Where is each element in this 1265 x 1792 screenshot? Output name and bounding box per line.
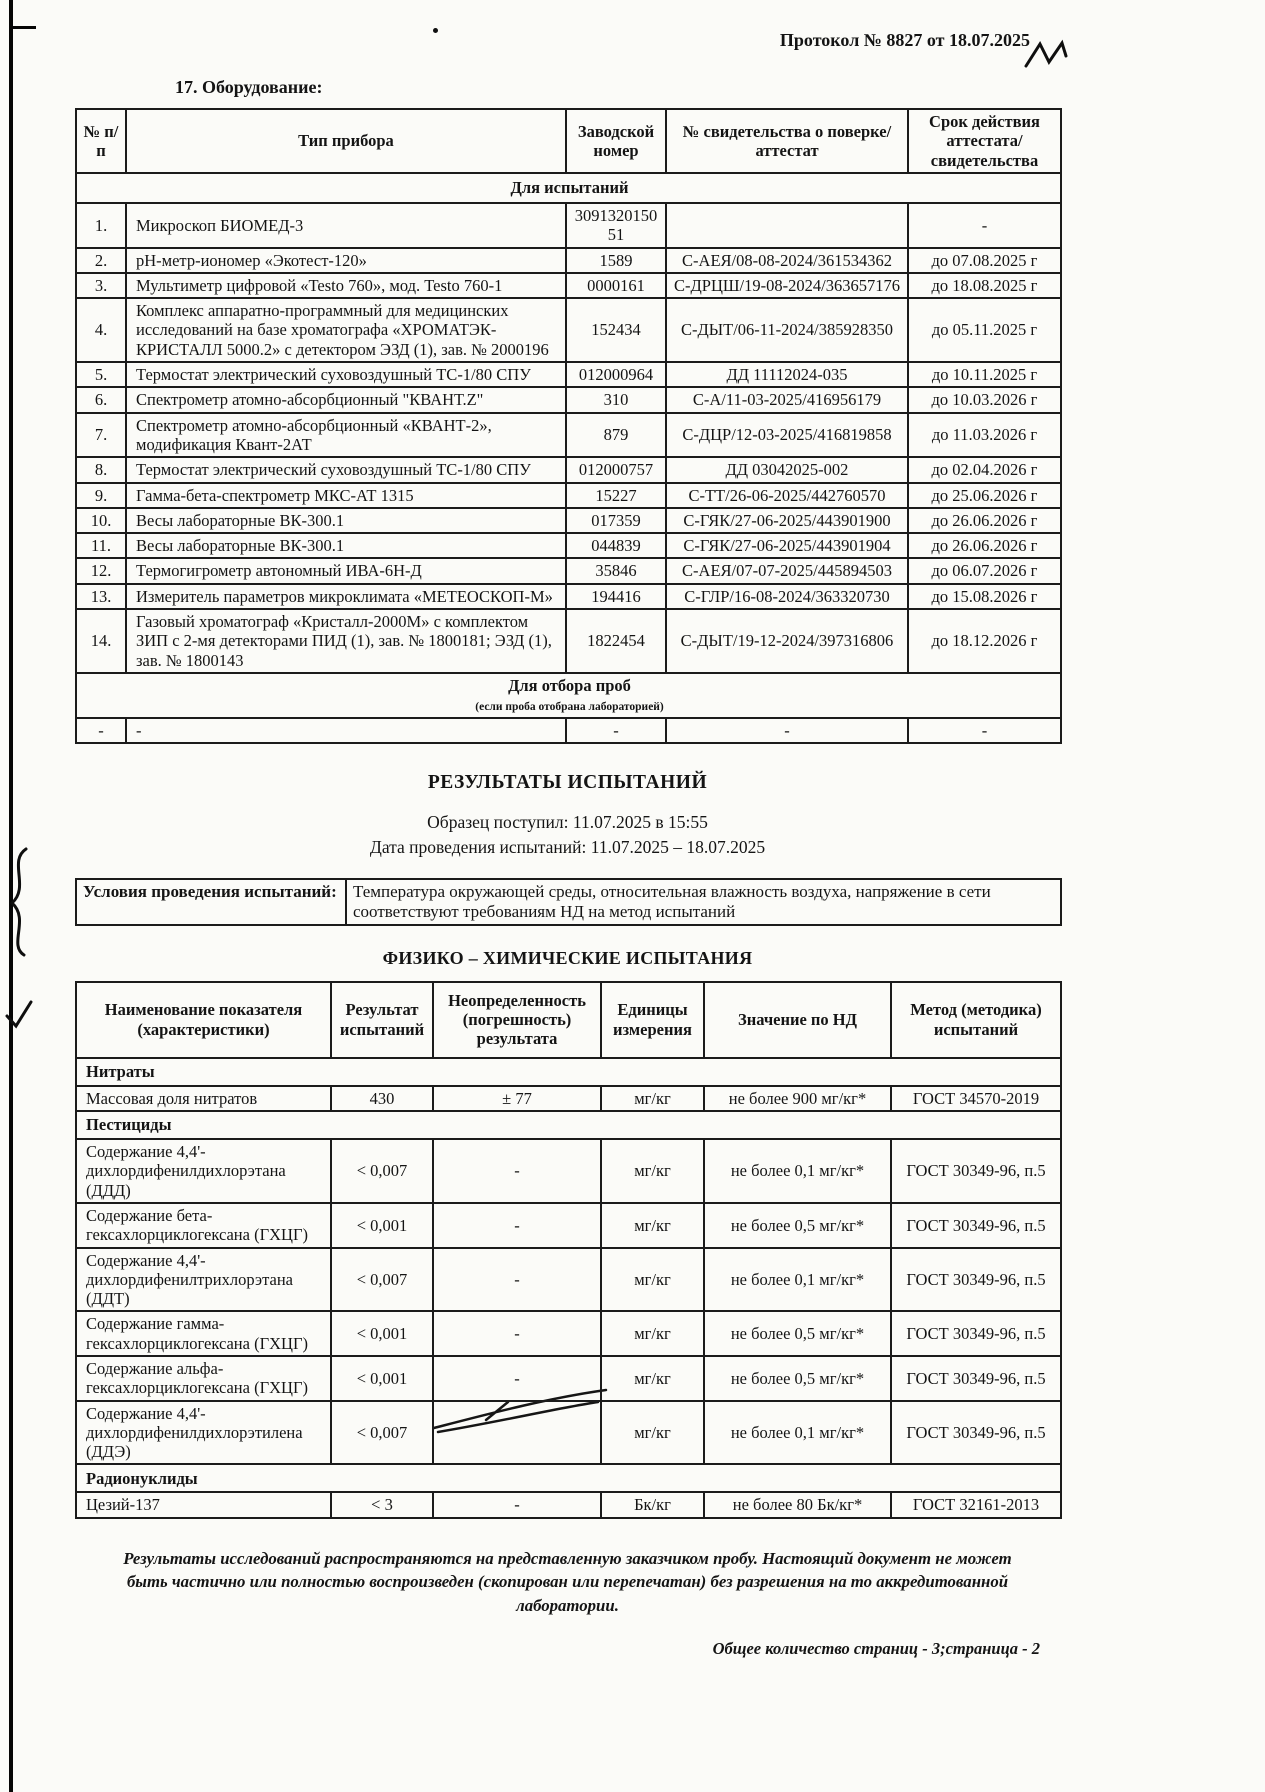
group-label-sampling: [76, 673, 1061, 718]
table-row: [76, 1492, 1061, 1517]
column-header-serial: Заводской номер: [566, 109, 666, 173]
column-header-valid: Срок действия аттестата/ свидетельства: [908, 109, 1061, 173]
table-cell: С-ДРЦШ/19-08-2024/363657176: [666, 273, 908, 298]
table-cell: 012000757: [566, 457, 666, 482]
table-cell: 11.: [76, 533, 126, 558]
section-title-cell: Пестициды: [76, 1111, 1061, 1139]
table-cell: не более 0,1 мг/кг*: [704, 1248, 891, 1312]
conditions-text: Температура окружающей среды, относительная влажность воздуха, напряжение в сети соответствуют требованиям НД на метод испытаний: [346, 879, 1061, 925]
column-header-cert: № свидетельства о поверке/аттестат: [666, 109, 908, 173]
table-cell: 9.: [76, 483, 126, 508]
table-cell: [666, 203, 908, 248]
table-cell: 14.: [76, 609, 126, 673]
scan-edge-line: [9, 0, 13, 1792]
table-cell: до 26.06.2026 г: [908, 533, 1061, 558]
table-cell: Термостат электрический суховоздушный ТС-1/80 СПУ: [126, 457, 566, 482]
table-row: [76, 609, 1061, 673]
group-row: [76, 173, 1061, 203]
table-cell: < 0,001: [331, 1203, 433, 1248]
table-cell: -: [433, 1356, 601, 1401]
table-cell: 430: [331, 1086, 433, 1111]
column-header-result: Результат испытаний: [331, 982, 433, 1058]
table-cell: С-ГЯК/27-06-2025/443901904: [666, 533, 908, 558]
table-cell: С-ДЦР/12-03-2025/416819858: [666, 413, 908, 458]
table-cell: до 02.04.2026 г: [908, 457, 1061, 482]
table-cell: до 18.08.2025 г: [908, 273, 1061, 298]
table-cell: 044839: [566, 533, 666, 558]
table-cell: 194416: [566, 584, 666, 609]
table-row: [76, 1356, 1061, 1401]
table-cell: до 07.08.2025 г: [908, 248, 1061, 273]
table-cell: до 10.03.2026 г: [908, 387, 1061, 412]
table-cell: -: [126, 718, 566, 743]
section-header-row: [76, 1058, 1061, 1086]
table-cell: < 0,001: [331, 1356, 433, 1401]
results-title: РЕЗУЛЬТАТЫ ИСПЫТАНИЙ: [427, 771, 708, 793]
table-cell: ГОСТ 30349-96, п.5: [891, 1311, 1061, 1356]
table-row: [76, 298, 1061, 362]
table-cell: -: [433, 1492, 601, 1517]
table-cell: С-АЕЯ/08-08-2024/361534362: [666, 248, 908, 273]
table-cell: -: [76, 718, 126, 743]
table-cell: -: [433, 1311, 601, 1356]
table-cell: ДД 03042025-002: [666, 457, 908, 482]
table-cell: до 10.11.2025 г: [908, 362, 1061, 387]
page-count: Общее количество страниц - 3;страница - 2: [712, 1639, 1040, 1659]
protocol-header: Протокол № 8827 от 18.07.2025: [779, 30, 1030, 50]
table-cell: 4.: [76, 298, 126, 362]
group-label-note: (если проба отобрана лабораторией): [475, 701, 664, 714]
table-cell: мг/кг: [601, 1356, 704, 1401]
equipment-section-title: 17. Оборудование:: [175, 77, 323, 97]
table-cell: [433, 1401, 601, 1465]
physchem-table-header: [76, 982, 1061, 1058]
table-cell: мг/кг: [601, 1311, 704, 1356]
section-title-cell: Нитраты: [76, 1058, 1061, 1086]
table-cell: ГОСТ 30349-96, п.5: [891, 1139, 1061, 1203]
table-cell: -: [433, 1139, 601, 1203]
table-cell: до 15.08.2026 г: [908, 584, 1061, 609]
table-cell: до 18.12.2026 г: [908, 609, 1061, 673]
table-cell: 3091320150 51: [566, 203, 666, 248]
section-header-row: [76, 1464, 1061, 1492]
table-cell: ГОСТ 30349-96, п.5: [891, 1248, 1061, 1312]
table-cell: 0000161: [566, 273, 666, 298]
table-cell: Газовый хроматограф «Кристалл-2000М» с комплектом ЗИП с 2-мя детекторами ПИД (1), зав. № 1800181; ЭЗД (1), зав. № 1800143: [126, 609, 566, 673]
table-cell: 3.: [76, 273, 126, 298]
table-cell: ГОСТ 32161-2013: [891, 1492, 1061, 1517]
table-cell: -: [908, 718, 1061, 743]
table-cell: до 05.11.2025 г: [908, 298, 1061, 362]
group-label-text: Для отбора проб: [508, 675, 631, 695]
table-cell: Содержание гамма-гексахлорциклогексана (ГХЦГ): [76, 1311, 331, 1356]
table-cell: Цезий-137: [76, 1492, 331, 1517]
equipment-rows: [76, 203, 1061, 673]
table-row: [76, 1086, 1061, 1111]
physchem-results-table: [75, 981, 1062, 1519]
table-cell: -: [566, 718, 666, 743]
table-cell: Комплекс аппаратно-программный для медицинских исследований на базе хроматографа «ХРОМАТЭК-КРИСТАЛЛ 5000.2» с детектором ЭЗД (1), зав. № 2000196: [126, 298, 566, 362]
table-cell: 6.: [76, 387, 126, 412]
group-label-tests: Для испытаний: [76, 173, 1061, 203]
equipment-table: [75, 108, 1062, 744]
table-cell: не более 0,5 мг/кг*: [704, 1203, 891, 1248]
section-header-row: [76, 1111, 1061, 1139]
document-content: [75, 30, 1060, 1659]
table-cell: мг/кг: [601, 1401, 704, 1465]
table-cell: ГОСТ 34570-2019: [891, 1086, 1061, 1111]
table-cell: Измеритель параметров микроклимата «МЕТЕОСКОП-М»: [126, 584, 566, 609]
table-cell: Спектрометр атомно-абсорбционный "КВАНТ.Z": [126, 387, 566, 412]
table-cell: Гамма-бета-спектрометр МКС-АТ 1315: [126, 483, 566, 508]
table-cell: 1822454: [566, 609, 666, 673]
table-row: [76, 387, 1061, 412]
header-row: [76, 109, 1061, 173]
table-cell: 7.: [76, 413, 126, 458]
table-cell: 15227: [566, 483, 666, 508]
table-cell: Содержание альфа-гексахлорциклогексана (ГХЦГ): [76, 1356, 331, 1401]
table-cell: 1.: [76, 203, 126, 248]
table-row: [76, 1203, 1061, 1248]
table-cell: Спектрометр атомно-абсорбционный «КВАНТ-2», модификация Квант-2АТ: [126, 413, 566, 458]
column-header-nd: Значение по НД: [704, 982, 891, 1058]
table-cell: Массовая доля нитратов: [76, 1086, 331, 1111]
table-row: [76, 203, 1061, 248]
column-header-method: Метод (методика) испытаний: [891, 982, 1061, 1058]
table-cell: не более 0,1 мг/кг*: [704, 1401, 891, 1465]
section-title-cell: Радионуклиды: [76, 1464, 1061, 1492]
table-cell: < 3: [331, 1492, 433, 1517]
table-row: [76, 483, 1061, 508]
table-cell: С-АЕЯ/07-07-2025/445894503: [666, 558, 908, 583]
table-row: [76, 718, 1061, 743]
table-cell: С-ДЫТ/19-12-2024/397316806: [666, 609, 908, 673]
table-row: [76, 1311, 1061, 1356]
table-cell: Микроскоп БИОМЕД-3: [126, 203, 566, 248]
physchem-title: ФИЗИКО – ХИМИЧЕСКИЕ ИСПЫТАНИЯ: [382, 947, 753, 968]
table-cell: < 0,007: [331, 1248, 433, 1312]
table-cell: 310: [566, 387, 666, 412]
table-cell: Термогигрометр автономный ИВА-6Н-Д: [126, 558, 566, 583]
table-row: [76, 457, 1061, 482]
table-cell: С-ДЫТ/06-11-2024/385928350: [666, 298, 908, 362]
physchem-rows: [76, 1058, 1061, 1518]
margin-brace-mark: [0, 845, 34, 960]
table-cell: Содержание 4,4'-дихлордифенилдихлорэтилена (ДДЭ): [76, 1401, 331, 1465]
header-row: [76, 982, 1061, 1058]
table-cell: pH-метр-иономер «Экотест-120»: [126, 248, 566, 273]
test-dates-line: Дата проведения испытаний: 11.07.2025 – 18.07.2025: [369, 836, 766, 857]
group-row: [76, 673, 1061, 718]
table-cell: < 0,007: [331, 1139, 433, 1203]
table-cell: Весы лабораторные ВК-300.1: [126, 533, 566, 558]
table-cell: С-ТТ/26-06-2025/442760570: [666, 483, 908, 508]
table-cell: Содержание 4,4'-дихлордифенилдихлорэтана (ДДД): [76, 1139, 331, 1203]
table-row: [76, 1401, 1061, 1465]
table-cell: ДД 11112024-035: [666, 362, 908, 387]
sample-received-line: Образец поступил: 11.07.2025 в 15:55: [427, 811, 708, 832]
table-cell: -: [433, 1248, 601, 1312]
table-cell: -: [908, 203, 1061, 248]
table-row: [76, 1248, 1061, 1312]
table-cell: 1589: [566, 248, 666, 273]
table-cell: 152434: [566, 298, 666, 362]
table-cell: С-ГЛР/16-08-2024/363320730: [666, 584, 908, 609]
table-cell: мг/кг: [601, 1139, 704, 1203]
table-cell: 012000964: [566, 362, 666, 387]
table-cell: 35846: [566, 558, 666, 583]
table-cell: 879: [566, 413, 666, 458]
table-cell: С-А/11-03-2025/416956179: [666, 387, 908, 412]
column-header-type: Тип прибора: [126, 109, 566, 173]
table-cell: мг/кг: [601, 1086, 704, 1111]
conditions-table: [75, 878, 1062, 926]
table-cell: не более 0,1 мг/кг*: [704, 1139, 891, 1203]
table-cell: Весы лабораторные ВК-300.1: [126, 508, 566, 533]
table-cell: до 26.06.2026 г: [908, 508, 1061, 533]
table-cell: С-ГЯК/27-06-2025/443901900: [666, 508, 908, 533]
table-cell: Содержание 4,4'-дихлордифенилтрихлорэтана (ДДТ): [76, 1248, 331, 1312]
table-cell: ГОСТ 30349-96, п.5: [891, 1356, 1061, 1401]
table-cell: не более 80 Бк/кг*: [704, 1492, 891, 1517]
table-cell: ± 77: [433, 1086, 601, 1111]
table-cell: 12.: [76, 558, 126, 583]
table-row: [76, 533, 1061, 558]
table-row: [76, 1139, 1061, 1203]
scan-corner-mark: [9, 26, 36, 29]
table-cell: не более 0,5 мг/кг*: [704, 1311, 891, 1356]
table-cell: до 06.07.2026 г: [908, 558, 1061, 583]
column-header-units: Единицы измерения: [601, 982, 704, 1058]
table-cell: 13.: [76, 584, 126, 609]
table-row: [76, 413, 1061, 458]
table-cell: Бк/кг: [601, 1492, 704, 1517]
table-cell: Мультиметр цифровой «Testo 760», мод. Testo 760-1: [126, 273, 566, 298]
table-cell: не более 900 мг/кг*: [704, 1086, 891, 1111]
table-cell: 8.: [76, 457, 126, 482]
table-cell: 10.: [76, 508, 126, 533]
table-row: [76, 584, 1061, 609]
table-cell: ГОСТ 30349-96, п.5: [891, 1401, 1061, 1465]
table-row: [76, 879, 1061, 925]
table-row: [76, 362, 1061, 387]
equipment-group-sampling: [76, 673, 1061, 718]
equipment-table-header: [76, 109, 1061, 173]
table-cell: Термостат электрический суховоздушный ТС-1/80 СПУ: [126, 362, 566, 387]
table-cell: 2.: [76, 248, 126, 273]
table-cell: мг/кг: [601, 1248, 704, 1312]
equipment-group-tests: [76, 173, 1061, 203]
table-cell: ГОСТ 30349-96, п.5: [891, 1203, 1061, 1248]
table-cell: < 0,007: [331, 1401, 433, 1465]
column-header-name: Наименование показателя (характеристики): [76, 982, 331, 1058]
table-cell: 5.: [76, 362, 126, 387]
column-header-uncertainty: Неопределенность (погрешность) результата: [433, 982, 601, 1058]
table-cell: -: [666, 718, 908, 743]
table-row: [76, 273, 1061, 298]
equipment-extra-rows: [76, 718, 1061, 743]
disclaimer-text: Результаты исследований распространяются на представленную заказчиком пробу. Настоящий документ не может быть частично или полностью воспроизведен (скопирован или перепечатан) без разрешения на то аккредитованной лаборатории.: [123, 1548, 1012, 1615]
column-header-num: № п/п: [76, 109, 126, 173]
table-cell: не более 0,5 мг/кг*: [704, 1356, 891, 1401]
table-row: [76, 508, 1061, 533]
table-cell: < 0,001: [331, 1311, 433, 1356]
table-row: [76, 248, 1061, 273]
table-cell: до 25.06.2026 г: [908, 483, 1061, 508]
table-row: [76, 558, 1061, 583]
conditions-label: Условия проведения испытаний:: [76, 879, 346, 925]
table-cell: Содержание бета-гексахлорциклогексана (ГХЦГ): [76, 1203, 331, 1248]
table-cell: 017359: [566, 508, 666, 533]
table-cell: -: [433, 1203, 601, 1248]
table-cell: до 11.03.2026 г: [908, 413, 1061, 458]
table-cell: мг/кг: [601, 1203, 704, 1248]
